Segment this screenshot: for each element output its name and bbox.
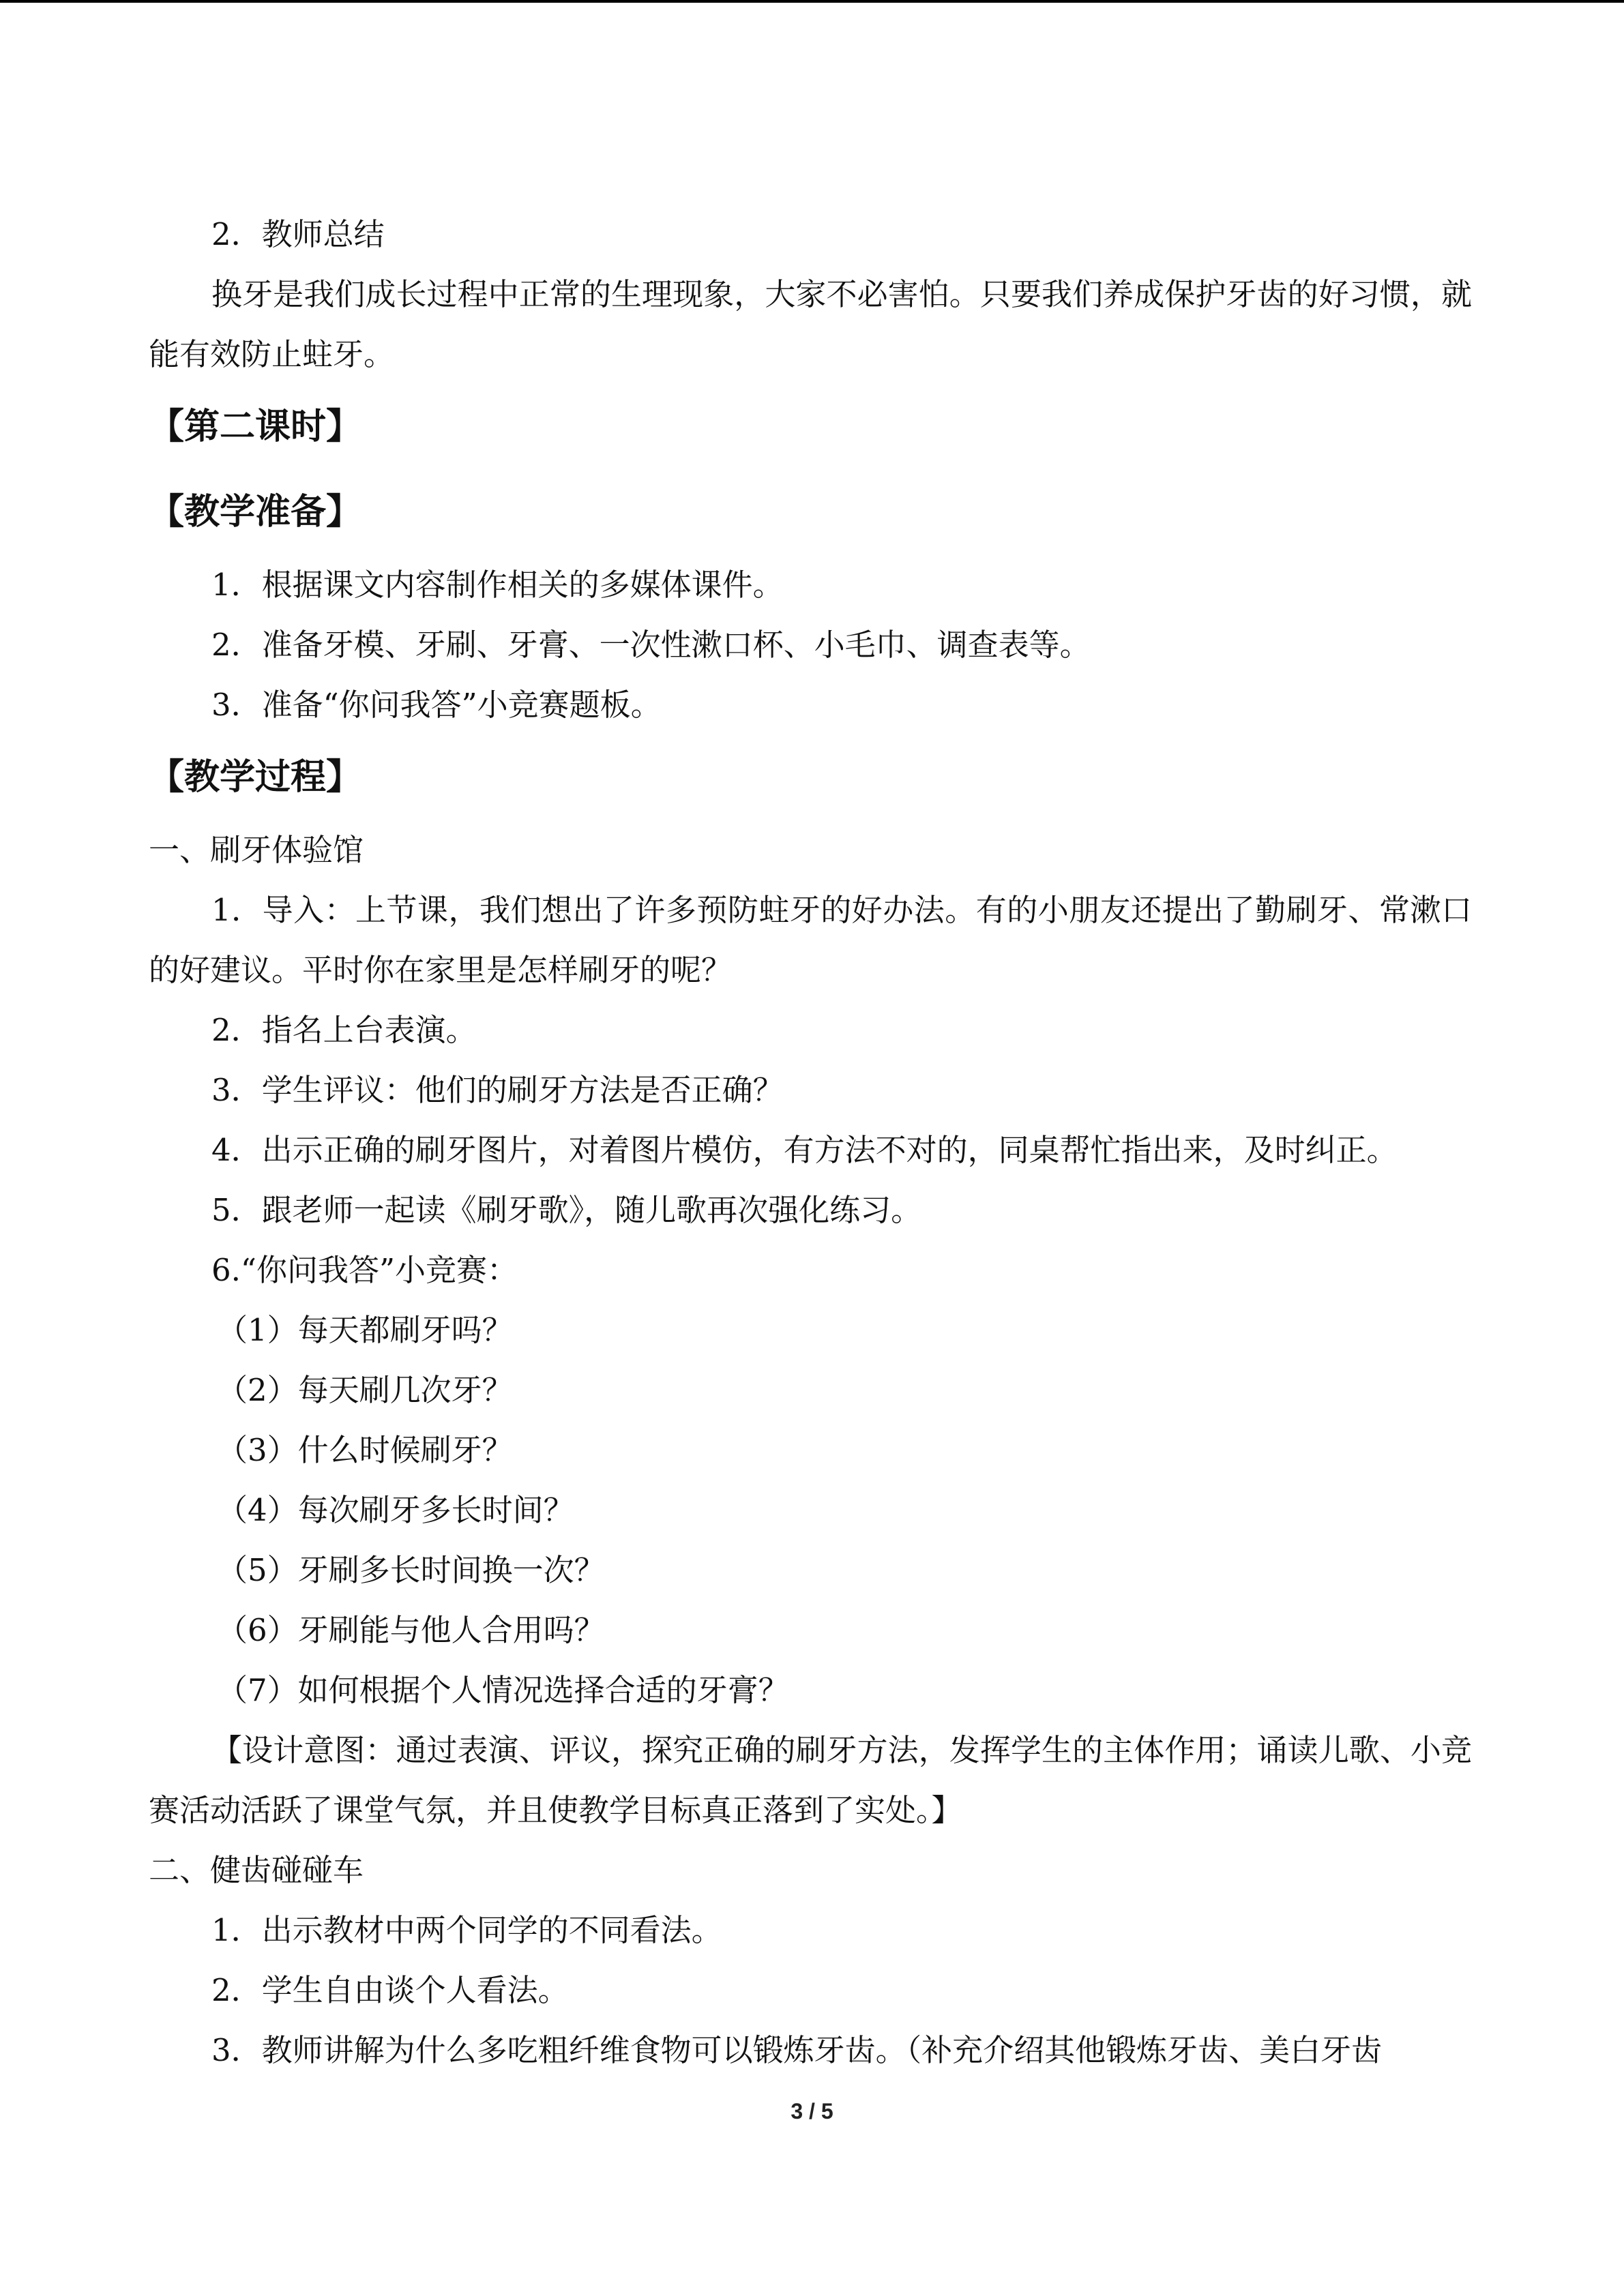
page-number: 3 / 5: [791, 2099, 833, 2123]
process-step: 1．导入：上节课，我们想出了许多预防蛀牙的好办法。有的小朋友还提出了勤刷牙、常漱口的好建议。平时你在家里是怎样刷牙的呢？: [149, 892, 1472, 988]
lesson-two-heading: 【第二课时】: [149, 406, 362, 447]
process-step: 5．跟老师一起读《刷牙歌》，随儿歌再次强化练习。: [211, 1192, 922, 1228]
preparation-heading: 【教学准备】: [149, 492, 362, 533]
process-step: 3．学生评议：他们的刷牙方法是否正确？: [211, 1072, 784, 1108]
design-intent: 【设计意图：通过表演、评议，探究正确的刷牙方法，发挥学生的主体作用；诵读儿歌、小竞赛活动活跃了课堂气氛，并且使教学目标真正落到了实处。】: [149, 1732, 1472, 1828]
quiz-question: （1）每天都刷牙吗？: [217, 1312, 513, 1348]
process-step: 2．学生自由谈个人看法。: [211, 1972, 569, 2008]
quiz-question: （5）牙刷多长时间换一次？: [217, 1552, 605, 1588]
preparation-item: 2．准备牙模、牙刷、牙膏、一次性漱口杯、小毛巾、调查表等。: [211, 627, 1091, 663]
quiz-question: （6）牙刷能与他人合用吗？: [217, 1612, 605, 1648]
page-top-border: [0, 0, 1624, 3]
process-step: 4．出示正确的刷牙图片，对着图片模仿，有方法不对的，同桌帮忙指出来，及时纠正。: [211, 1132, 1398, 1168]
preparation-item: 1．根据课文内容制作相关的多媒体课件。: [211, 567, 784, 603]
document-body: [149, 205, 1472, 2081]
process-step: 3．教师讲解为什么多吃粗纤维食物可以锻炼牙齿。（补充介绍其他锻炼牙齿、美白牙齿: [211, 2032, 1383, 2068]
part-two-title: 二、健齿碰碰车: [149, 1852, 364, 1888]
quiz-question: （3）什么时候刷牙？: [217, 1432, 513, 1468]
process-step: 1．出示教材中两个同学的不同看法。: [211, 1912, 722, 1948]
quiz-question: （2）每天刷几次牙？: [217, 1372, 513, 1408]
preparation-item: 3．准备“你问我答”小竞赛题板。: [211, 687, 662, 723]
process-step: 6.“你问我答”小竞赛：: [211, 1252, 518, 1288]
quiz-question: （7）如何根据个人情况选择合适的牙膏？: [217, 1672, 789, 1708]
process-step: 2．指名上台表演。: [211, 1012, 477, 1048]
summary-paragraph: 换牙是我们成长过程中正常的生理现象，大家不必害怕。只要我们养成保护牙齿的好习惯，就能有效防止蛀牙。: [149, 276, 1472, 372]
summary-title: 2．教师总结: [211, 216, 385, 252]
quiz-question: （4）每次刷牙多长时间？: [217, 1492, 574, 1528]
part-one-title: 一、刷牙体验馆: [149, 832, 364, 868]
process-heading: 【教学过程】: [149, 757, 362, 798]
